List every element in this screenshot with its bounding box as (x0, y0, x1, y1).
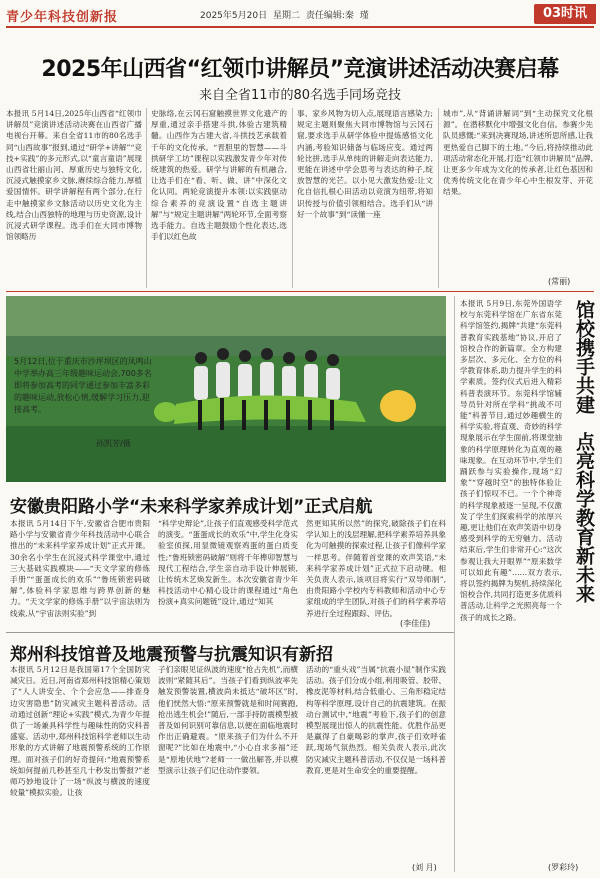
masthead-dateline (200, 8, 369, 21)
story2-column-1: 本报讯 5月14日下午,安徽省合肥市贵阳路小学与安徽省青少年科技活动中心联合推出的“未来科学家养成计划”正式开课。30余名小学生在沉浸式科学课堂中,通过三大基础实践模块——“天文学家的修炼手册”“蛋蛋成长的欢乐”“鲁班锁密码破解”,体验科学家思维与跨界创新的魅力。“天文学家的修炼手册”以宇宙法则为线索,从“宇宙法则实验”到 (10, 519, 150, 618)
section-rule (6, 291, 594, 292)
story3-column-2: 子们亲眼见证纵波的速度“抢占先机”,而横波则“紧随其后”。当孩子们看到纵波率先触发预警装置,横波尚未抵达“破坏区”时,他们恍然大悟:“原来预警就是和时间赛跑,抢出逃生机会!”随后,一部手持防震模型被普及如何识别可靠信息,以便在面临地震时作出正确避震。“原来孩子们为什么不开窗呢?”比如在地震中,“小心自求多福”还是“原地伏地”?老师一一做出解答,并以模型演示让孩子们记住动作要领。 (158, 665, 298, 775)
photo-credit: 孙凯芳/摄 (96, 439, 131, 448)
story3-column-1: 本报讯 5月12日是我国第17个全国防灾减灾日。近日,河南省郑州科技馆精心策划了“人人讲安全、个个会应急——排查身边灾害隐患”防灾减灾主题科普活动。活动通过创新“理论+实践”模式,为青少年提供了一场兼具科学性与趣味性的防灾科普盛宴。活动中,郑州科技馆科学老师以生动形象的方式讲解了地震预警系统的工作原理。面对孩子们的好奇提问:“地震预警系统如何提前几秒甚至几十秒发出警报?”老师巧妙地设计了一场“纵波与横波的速度较量”模拟实验。让孩 (10, 665, 150, 798)
story2-credit: (李佳佳) (400, 619, 431, 628)
column-divider (146, 108, 147, 288)
section-rule (6, 632, 454, 633)
lead-subheadline: 来自全省11市的80名选手同场竞技 (198, 88, 402, 103)
story4-column: 本报讯 5月9日,东莞外国语学校与东莞科学馆在广东省东莞科学馆签约,揭牌“共建“东莞科普教育实践基地”协议,开启了馆校合作的新篇章。全方构建多层次、多元化、全方位的科学教育体系,助力提升学生的科学素质。签约仪式后进入精彩科普表演环节。东莞科学馆辅导员针对所在学科“挑战不可能”科普节目,通过妙趣横生的科学实验,将直观、奇妙的科学现象展示在学生面前,将课堂抽象的科学原理转化为直观的趣味现象。在互动环节中,学生们踊跃参与实验操作,现场“幻象”“穿越时空”的独特体验让孩子们惊叹不已。一个个神奇的科学现象被逐一呈现,不仅激发了学生们探索科学的浓厚兴趣,更让他们在欢声笑语中切身感受到科学的无穷魅力。活动结束后,学生们非常开心:“这次参观让我大开眼界”“原来数学可以如此有趣”……双方表示,将以签约揭牌为契机,持续深化馆校合作,共同打造更多优质科普活动,让科学之光照亮每一个孩子的成长之路。 (460, 299, 562, 622)
photo-caption: 5月12日,位于重庆市沙坪坝区的凤鸣山中学举办高三年级趣味运动会,700多名即将参加高考的同学通过参加丰富多彩的趣味运动,放松心情,缓解学习压力,迎接高考。 (14, 357, 152, 414)
story2-column-2: “科学史辩论”,让孩子们直观感受科学范式的演变。“蛋蛋成长的欢乐”中,学生化身实验室侦探,用显微镜观察鸡蛋的蛋白质变性;“鲁班锁密码破解”则将千年榫卯智慧与现代工程结合,学生亲自动手设计伸展锁,让传统木艺焕发新生。本次安徽省青少年科技活动中心精心设计的课程通过“角色扮演+真实问题链”设计,通过“知其 (158, 519, 298, 607)
lead-column-4: 城市”,从“背诵讲解词”到“主动探究文化根源”。在潜移默化中增强文化自信。参赛少先队员感慨:“来到决赛现场,讲述所思所感,让我更热爱自己脚下的土地。”今后,将持续推动此项活动常态化开展,打造“红领巾讲解员”品牌,让更多少年成为文化的传承者,让红色基因和优秀传统文化在青少年心中生根发芽、开花结果。 (443, 109, 593, 197)
column-divider (438, 108, 439, 288)
story2-column-3: 然更知其所以然”的探究,破除孩子们在科学认知上的浅层理解,把科学素养培养具象化为可触摸的探索过程,让孩子们像科学家一样思考。伴随着首堂课的欢声笑语,“未来科学家养成计划”正式拉下启动键。相关负责人表示,该项目将实行“双导师制”,由贵阳路小学校内专科教师和活动中心专家组成的学生团队,对孩子们的科学素养培养进行全过程跟踪、评估。 (306, 519, 446, 618)
lead-headline: 2025年山西省“红领巾讲解员”竞演讲述活动决赛启幕 (41, 57, 559, 82)
story3-credit: (刘 月) (412, 863, 437, 872)
story4-headline-main: 馆校携手共建 (573, 300, 595, 414)
story2-headline: 安徽贵阳路小学“未来科学家养成计划”正式启航 (10, 497, 373, 517)
column-divider (454, 296, 455, 872)
lead-column-1: 本报讯 5月14日,2025年山西省“红领巾讲解员”竞演讲述活动决赛在山西省广播电视台开幕。来自全省11市的80名选手同“山西故事”报到,通过“研学+讲解”“竞技+实践”的多元形式,以“童言童语”展现山西省壮丽山河、厚重历史与独特文化,沉浸式触摸家乡文脉,赓续综合能力,厚植爱国情怀。研学讲解程有两个部分,在行走中触摸家乡文脉活动以历史文化为主线,结合山西独特的地理与历史资源,设计沉浸式研学课程。选手们在大同市博物馆领略历 (6, 109, 142, 242)
masthead-editor: 责任编辑:秦 瑾 (305, 11, 369, 21)
story4-headline-sub: 点亮科学教育新未来 (573, 432, 595, 603)
masthead-weekday: 星期二 (272, 11, 300, 21)
story3-column-3: 活动的“重头戏”当属“抗震小屋”制作实践活动。孩子们分成小组,利用吸管、胶带、橡皮泥等材料,结合低重心、三角形稳定结构等科学原理,设计自己的抗震建筑。在振动台测试中,“地震”考验下,孩子们的创意模型展现出惊人的抗震性能。优胜作品更是赢得了自豪喝彩的掌声,孩子们欢呼雀跃,现场气氛热烈。相关负责人表示,此次防灾减灾主题科普活动,不仅仅是一场科普教育,更是对生命安全的重要提醒。 (306, 665, 446, 775)
story3-headline: 郑州科技馆普及地震预警与抗震知识有新招 (10, 645, 333, 665)
lead-credit: (常丽) (548, 277, 571, 286)
column-divider (292, 108, 293, 288)
lead-column-3: 事、家乡风物为切入点,展现语言感染力;规定主题则聚焦大同市博物馆与云冈石窟,要求选手从研学体验中提炼感悟文化内涵,考验知识储备与临场应变。通过两轮比拼,选手从单纯的讲解走向表达能力,更能在讲述中学会思考与表达的种子,绽放智慧的光芒。以小见大激发热爱:让文化自信扎根心田活动以竞演为纽带,将知识传授与价值引领相结合。选手们从“讲好一个故事”到“读懂一座 (297, 109, 433, 219)
masthead-date: 2025年5月20日 (200, 11, 268, 21)
masthead-rule (6, 26, 594, 28)
masthead-paper-name: 青少年科技创新报 (6, 10, 119, 25)
story4-credit: (罗彩玲) (548, 863, 579, 872)
page-label: 03时讯 (534, 4, 596, 24)
lead-column-2: 史脉络,在云冈石窟触摸世界文化遗产的厚重,通过亲手搭建斗拱,体验古建筑精髓。山西作为古建大省,斗拱技艺承载着千年的文化传承。“晋胆里的智慧——斗拱研学工坊”课程以实践激发青少年对传统建筑的热爱。研学与讲解的有机融合,让选手们在“看、听、做、讲”中深化文化认同。两轮竞演提升本领:以实践驱动综合素养的竞演设置“自选主题讲解”与“规定主题讲解”两轮环节,全面考察选手能力。自选主题鼓励个性化表达,选手们以红色故 (151, 109, 287, 242)
